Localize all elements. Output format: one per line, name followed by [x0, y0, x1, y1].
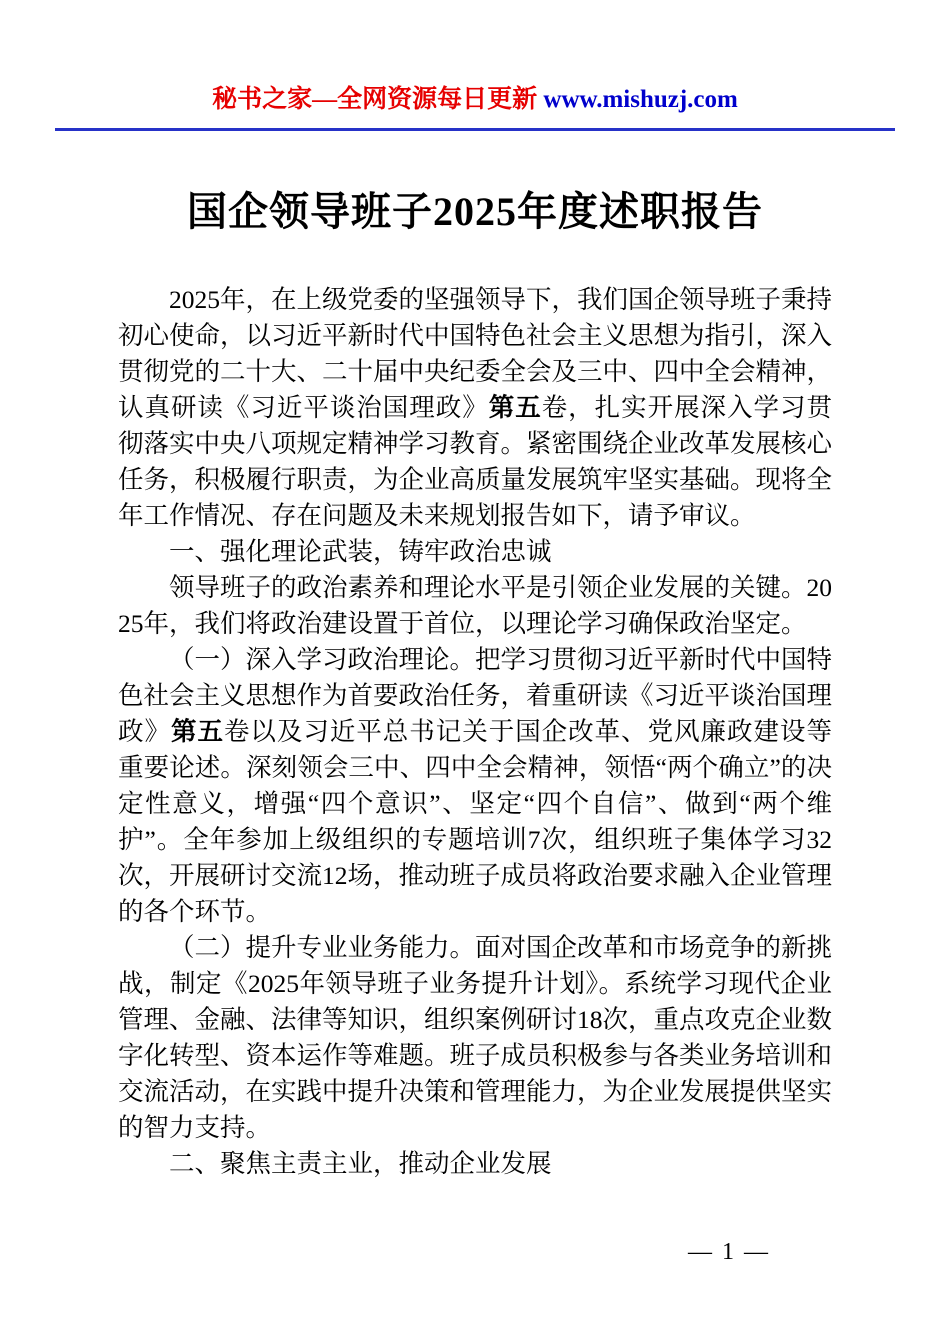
- text-run: 领导班子的政治素养和理论水平是引领企业发展的关键。2025年，我们将政治建设置于首位，以理论学习确保政治坚定。: [118, 573, 833, 638]
- text-run: 卷以及习近平总书记关于国企改革、党风廉政建设等重要论述。深刻领会三中、四中全会精神，领悟“两个确立”的决定性意义，增强“四个意识”、坚定“四个自信”、做到“两个维护”。全年参加上级组织的专题培训7次，组织班子集体学习32次，开展研讨交流12场，推动班子成员将政治要求融入企业管理的各个环节。: [118, 717, 833, 926]
- paragraph: [118, 282, 832, 534]
- bold-text-run: 第五: [488, 393, 542, 422]
- header-divider-rule: [55, 128, 895, 131]
- section-heading: [118, 534, 832, 570]
- page-number: — 1 —: [688, 1239, 770, 1265]
- text-run: 一、强化理论武装，铸牢政治忠诚: [169, 537, 552, 566]
- text-run: 二、聚焦主责主业，推动企业发展: [169, 1149, 552, 1178]
- text-run: （二）提升专业业务能力。面对国企改革和市场竞争的新挑战，制定《2025年领导班子业务提升计划》。系统学习现代企业管理、金融、法律等知识，组织案例研讨18次，重点攻克企业数字化转型、资本运作等难题。班子成员积极参与各类业务培训和交流活动，在实践中提升决策和管理能力，为企业发展提供坚实的智力支持。: [118, 933, 833, 1142]
- paragraph: [118, 570, 832, 642]
- bold-text-run: 第五: [170, 717, 224, 746]
- document-body: [0, 282, 950, 1182]
- text-run: 卷，扎实开展深入学习贯彻落实中央八项规定精神学习教育。紧密围绕企业改革发展核心任务，积极履行职责，为企业高质量发展筑牢坚实基础。现将全年工作情况、存在问题及未来规划报告如下，请予审议。: [118, 393, 833, 530]
- section-heading: [118, 1146, 832, 1182]
- text-run: （一）深入学习政治理论。把学习贯彻习近平新时代中国特色社会主义思想作为首要政治任务，着重研读《习近平谈治国理政》: [118, 645, 833, 746]
- site-url-link[interactable]: www.mishuzj.com: [543, 86, 738, 113]
- document-title: 国企领导班子2025年度述职报告: [187, 189, 763, 234]
- site-header: [0, 84, 950, 116]
- paragraph: [118, 642, 832, 930]
- site-brand-tagline: 秘书之家—全网资源每日更新: [212, 86, 544, 113]
- paragraph: [118, 930, 832, 1146]
- page-footer: [688, 1238, 770, 1266]
- text-run: 2025年，在上级党委的坚强领导下，我们国企领导班子秉持初心使命，以习近平新时代中国特色社会主义思想为指引，深入贯彻党的二十大、二十届中央纪委全会及三中、四中全会精神，认真研读《习近平谈治国理政》: [118, 285, 833, 422]
